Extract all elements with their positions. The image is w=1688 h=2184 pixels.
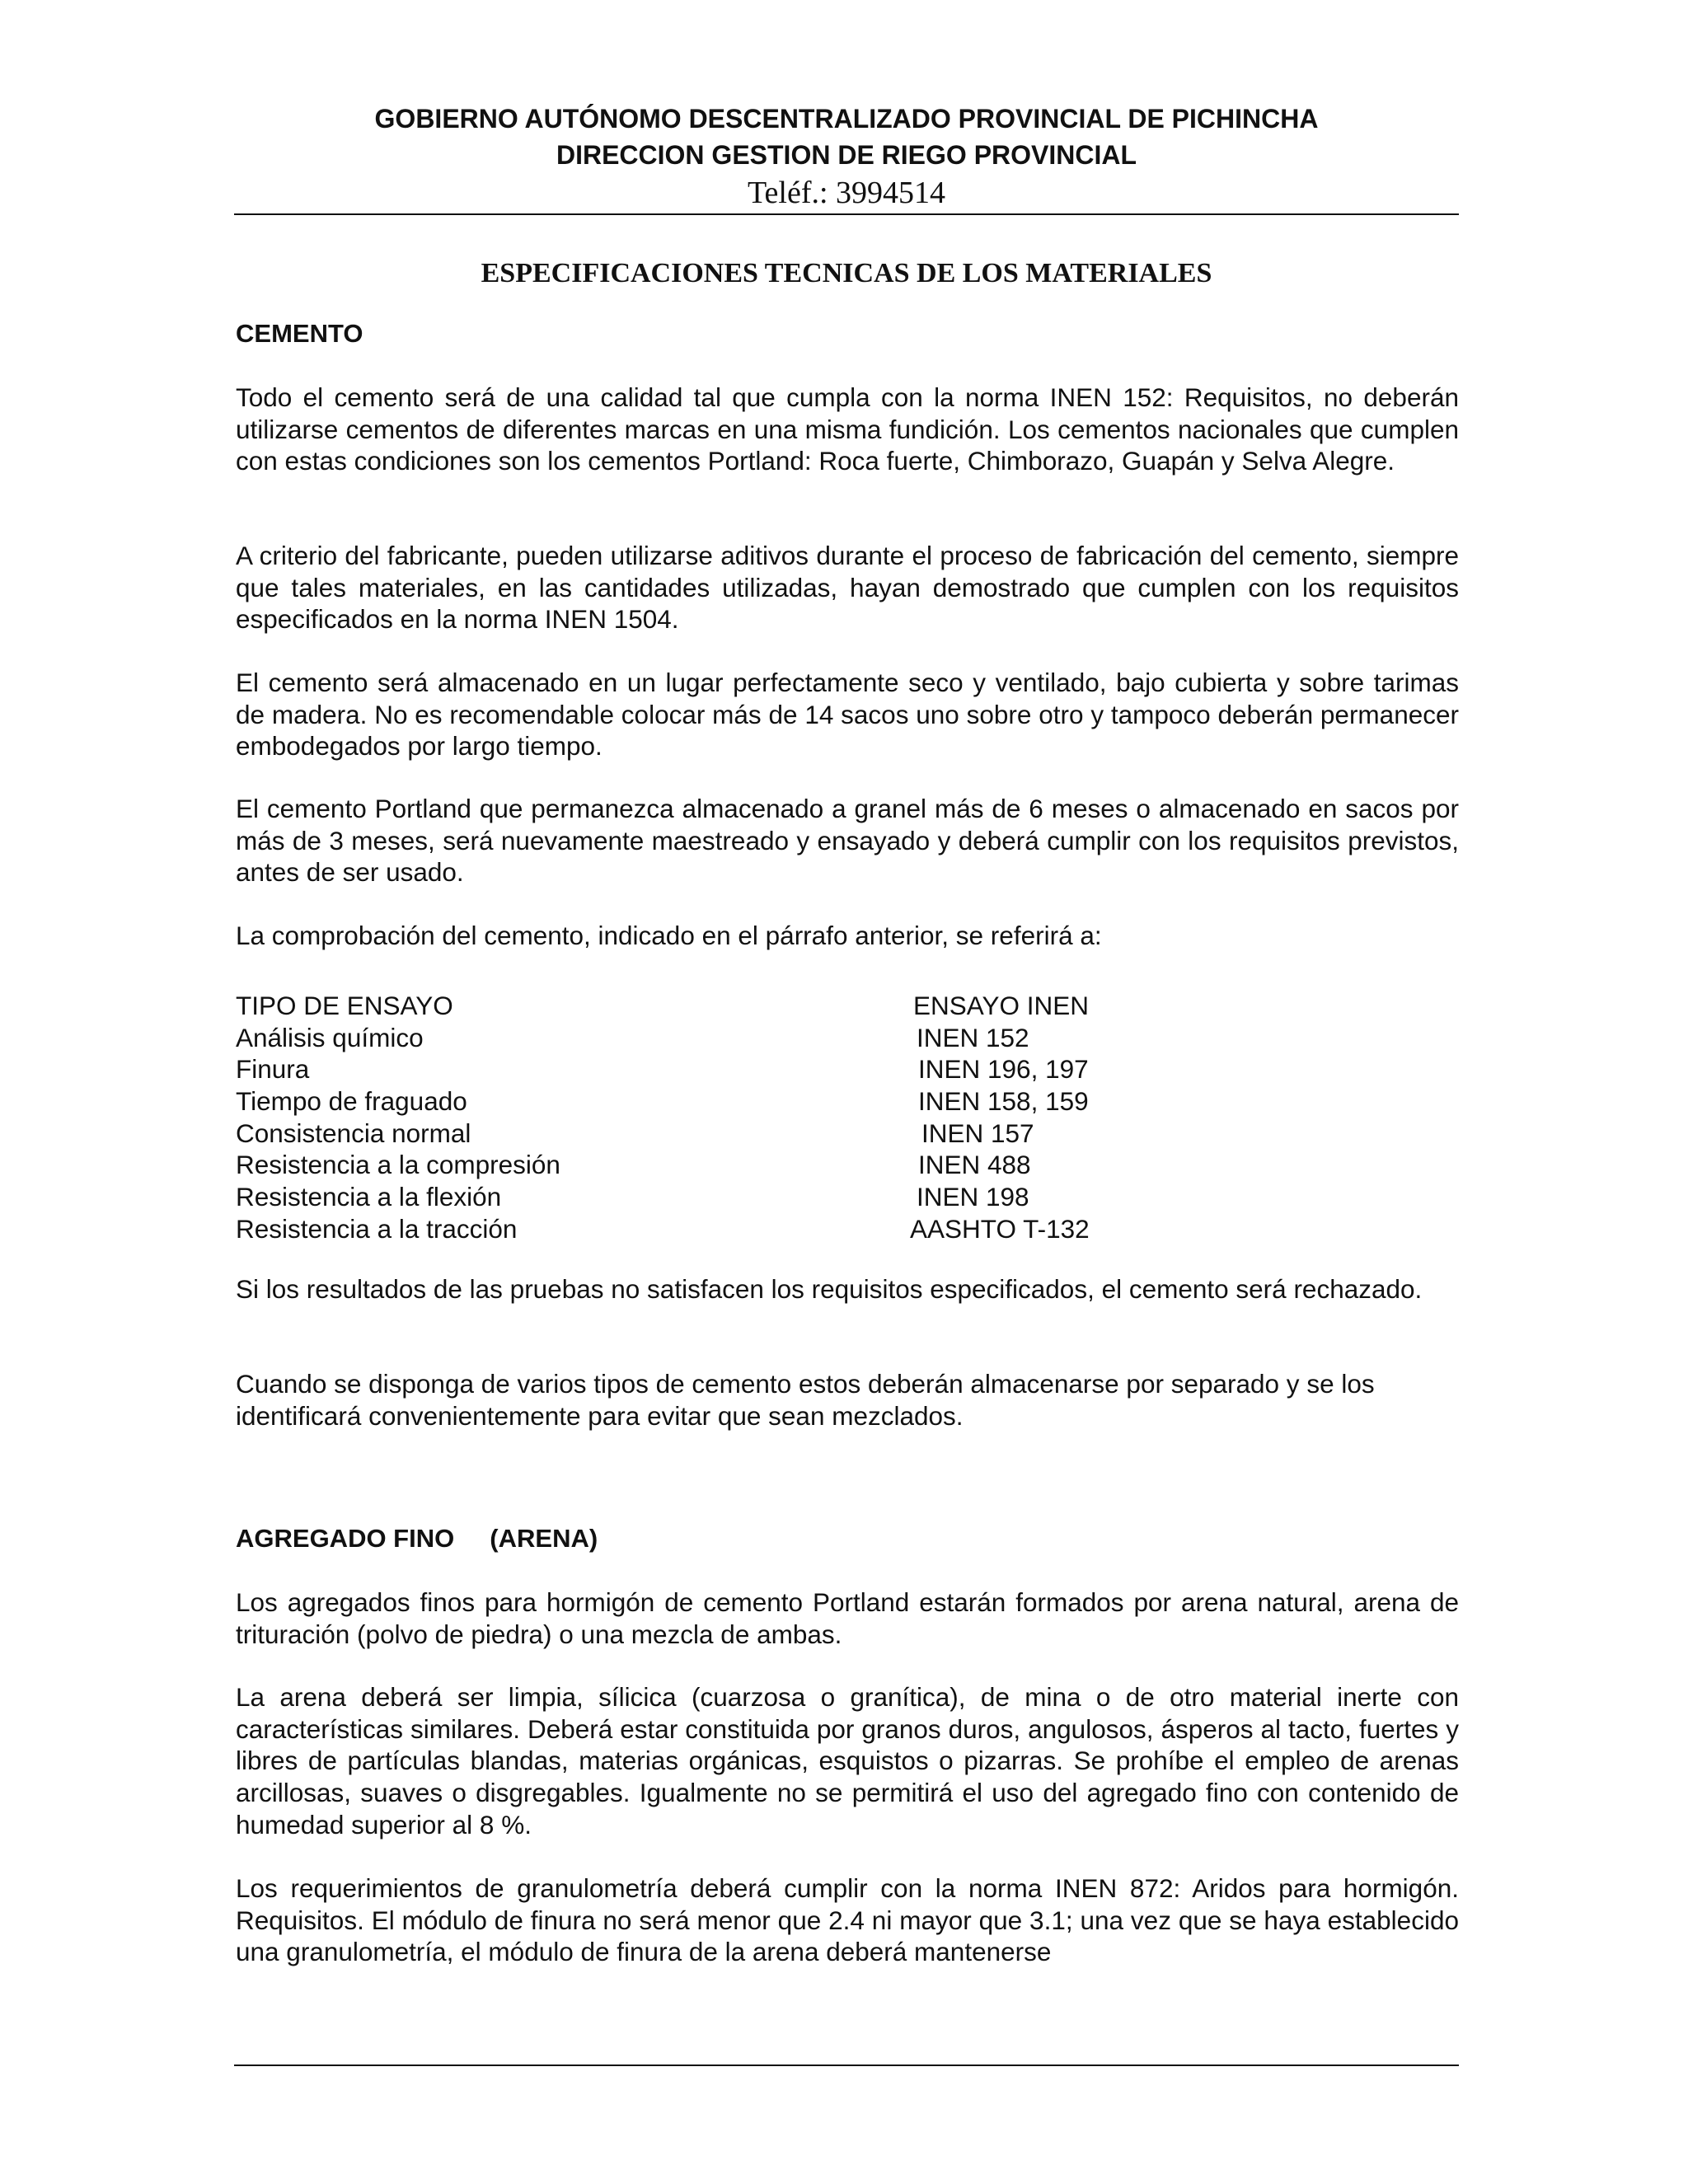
test-type: Finura <box>236 1054 310 1085</box>
test-table <box>236 990 1225 1245</box>
paragraph-cemento-1: Todo el cemento será de una calidad tal que cumpla con la norma INEN 152: Requisitos, no deberán utilizarse cementos de diferentes marcas en una misma fundición. Los cementos nacionales que cumplen con estas condiciones son los cementos Portland: Roca fuerte, Chimborazo, Guapán y Selva Alegre. <box>236 382 1459 476</box>
table-row <box>236 1085 1225 1118</box>
phone-number: Teléf.: 3994514 <box>747 176 946 210</box>
department-name: DIRECCION GESTION DE RIEGO PROVINCIAL <box>556 140 1137 170</box>
document-title: ESPECIFICACIONES TECNICAS DE LOS MATERIALES <box>481 258 1212 288</box>
paragraph-cemento-2: A criterio del fabricante, pueden utilizarse aditivos durante el proceso de fabricación del cemento, siempre que tales materiales, en las cantidades utilizadas, hayan demostrado que cumplen con los requisitos especificados en la norma INEN 1504. <box>236 541 1459 635</box>
section-heading-cemento: CEMENTO <box>236 319 363 348</box>
paragraph-agregado-2: La arena deberá ser limpia, sílicica (cuarzosa o granítica), de mina o de otro material inerte con características similares. Deberá estar constituida por granos duros, angulosos, ásperos al tacto, fuertes y libres de partículas blandas, materias orgánicas, esquistos o pizarras. Se prohíbe el empleo de arenas arcillosas, suaves o disgregables. Igualmente no se permitirá el uso del agregado fino con contenido de humedad superior al 8 %. <box>236 1682 1459 1840</box>
test-norm: AASHTO T-132 <box>910 1213 1090 1244</box>
test-norm: INEN 488 <box>918 1150 1031 1180</box>
table-row <box>236 1213 1225 1245</box>
section-heading-agregado-fino: AGREGADO FINO (ARENA) <box>236 1524 598 1553</box>
test-type: Análisis químico <box>236 1022 424 1052</box>
letterhead <box>234 101 1459 213</box>
test-table-header <box>236 990 1225 1022</box>
organization-name: GOBIERNO AUTÓNOMO DESCENTRALIZADO PROVINCIAL DE PICHINCHA <box>374 104 1319 134</box>
paragraph-cemento-7: Cuando se disponga de varios tipos de cemento estos deberán almacenarse por separado y se los identificará convenientemente para evitar que sean mezclados. <box>236 1369 1375 1431</box>
table-row <box>236 1181 1225 1213</box>
footer-divider <box>234 2064 1459 2066</box>
table-row <box>236 1149 1225 1181</box>
test-type: Resistencia a la compresión <box>236 1150 560 1180</box>
table-row <box>236 1053 1225 1085</box>
test-type-header: TIPO DE ENSAYO <box>236 991 453 1020</box>
test-norm-header: ENSAYO INEN <box>913 991 1089 1020</box>
test-norm: INEN 157 <box>921 1118 1034 1148</box>
test-type: Consistencia normal <box>236 1118 471 1148</box>
test-type: Resistencia a la flexión <box>236 1182 502 1212</box>
test-type: Tiempo de fraguado <box>236 1086 467 1117</box>
header-divider <box>234 213 1459 215</box>
paragraph-cemento-5: La comprobación del cemento, indicado en el párrafo anterior, se referirá a: <box>236 921 1102 950</box>
paragraph-agregado-1: Los agregados finos para hormigón de cemento Portland estarán formados por arena natural, arena de trituración (polvo de piedra) o una mezcla de ambas. <box>236 1587 1459 1649</box>
paragraph-cemento-6: Si los resultados de las pruebas no satisfacen los requisitos especificados, el cemento será rechazado. <box>236 1274 1423 1304</box>
paragraph-agregado-3: Los requerimientos de granulometría deberá cumplir con la norma INEN 872: Aridos para hormigón. Requisitos. El módulo de finura no será menor que 2.4 ni mayor que 3.1; una vez que se haya establecido una granulometría, el módulo de finura de la arena deberá mantenerse <box>236 1873 1459 1967</box>
test-norm: INEN 196, 197 <box>918 1054 1089 1085</box>
paragraph-cemento-3: El cemento será almacenado en un lugar perfectamente seco y ventilado, bajo cubierta y sobre tarimas de madera. No es recomendable colocar más de 14 sacos uno sobre otro y tampoco deberán permanecer embodegados por largo tiempo. <box>236 668 1459 762</box>
test-norm: INEN 152 <box>917 1022 1029 1052</box>
table-row <box>236 1022 1225 1054</box>
table-row <box>236 1118 1225 1150</box>
test-norm: INEN 198 <box>917 1182 1029 1212</box>
paragraph-cemento-4: El cemento Portland que permanezca almacenado a granel más de 6 meses o almacenado en sacos por más de 3 meses, será nuevamente maestreado y ensayado y deberá cumplir con los requisitos previstos, antes de ser usado. <box>236 794 1459 888</box>
test-type: Resistencia a la tracción <box>236 1213 518 1244</box>
test-norm: INEN 158, 159 <box>918 1086 1089 1117</box>
